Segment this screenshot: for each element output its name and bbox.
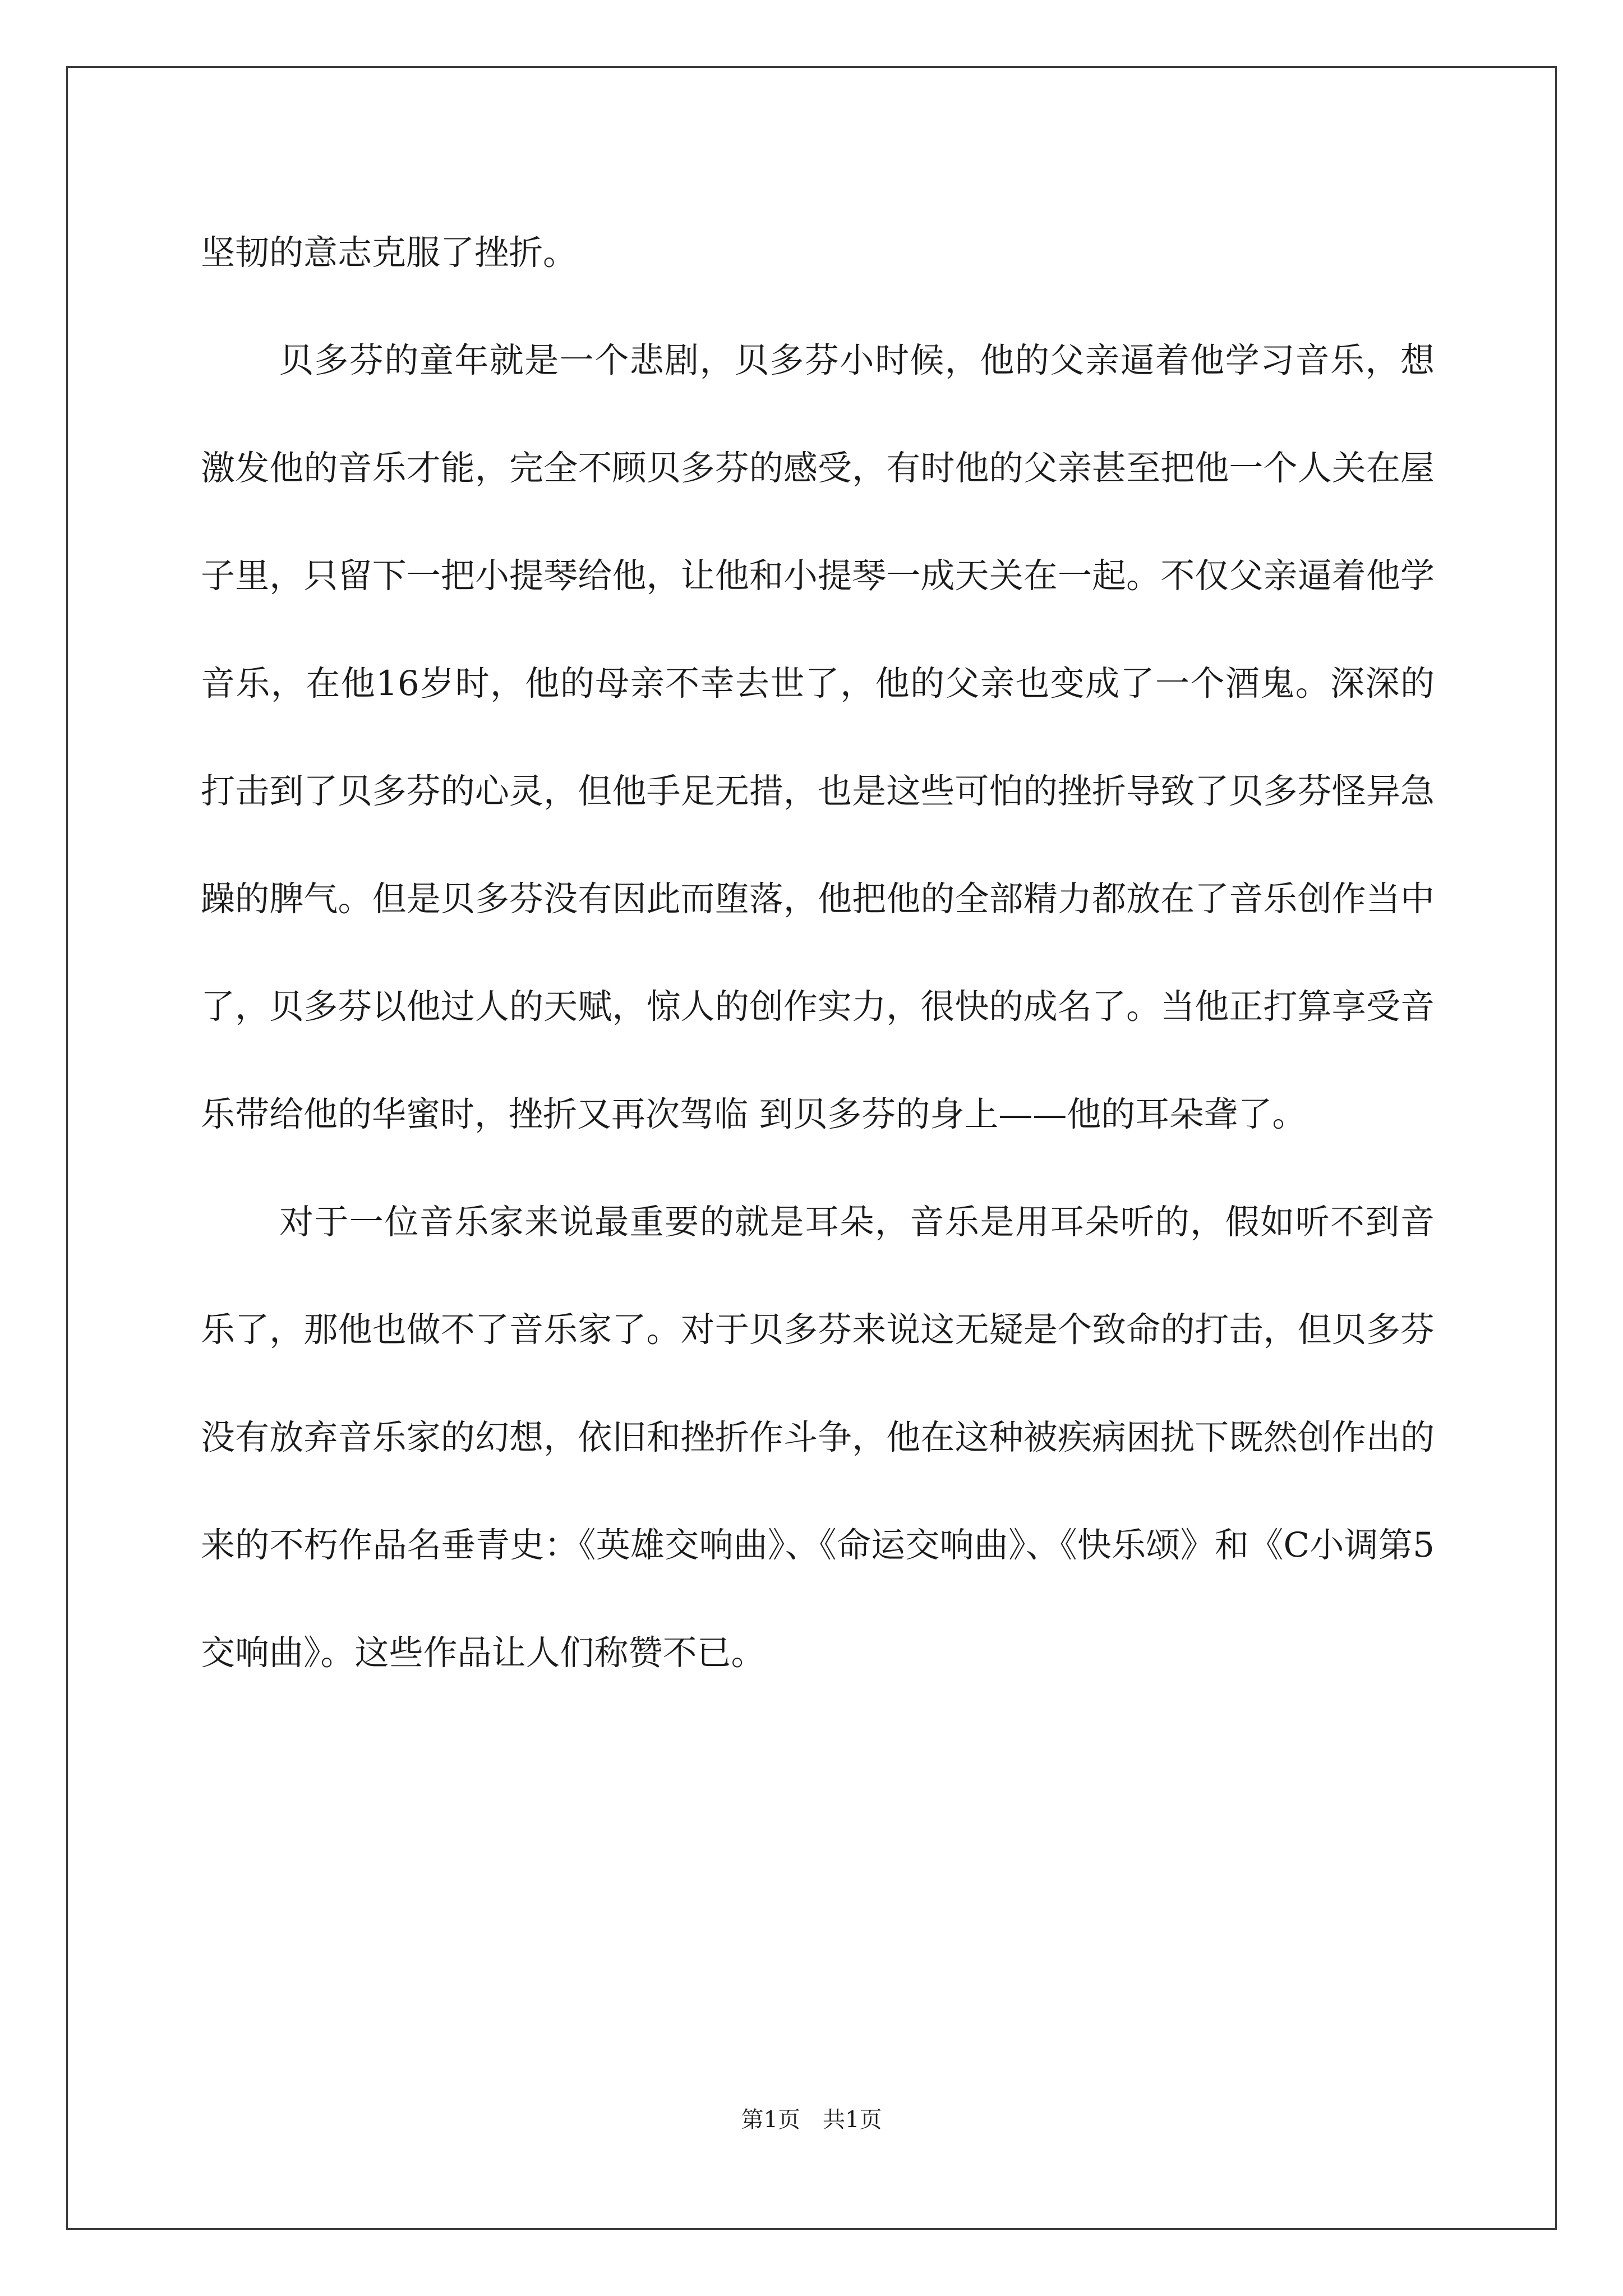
paragraph-1: 坚韧的意志克服了挫折。 (201, 233, 578, 273)
paragraph-2: 贝多芬的童年就是一个悲剧，贝多芬小时候，他的父亲逼着他学习音乐，想激发他的音乐才能，完全不顾贝多芬的感受，有时他的父亲甚至把他一个人关在屋子里，只留下一把小提琴给他，让他和小提琴一成天关在一起。不仅父亲逼着他学音乐，在他16岁时，他的母亲不幸去世了，他的父亲也变成了一个酒鬼。深深的打击到了贝多芬的心灵，但他手足无措，也是这些可怕的挫折导致了贝多芬怪异急躁的脾气。但是贝多芬没有因此而堕落，他把他的全部精力都放在了音乐创作当中了，贝多芬以他过人的天赋，惊人的创作实力，很快的成名了。当他正打算享受音乐带给他的华蜜时，挫折又再次驾临 到贝多芬的身上——他的耳朵聋了。 (201, 341, 1435, 1134)
page-number-footer: 第1页 共1页 (741, 2107, 882, 2133)
paragraph-3: 对于一位音乐家来说最重要的就是耳朵，音乐是用耳朵听的，假如听不到音乐了，那他也做不了音乐家了。对于贝多芬来说这无疑是个致命的打击，但贝多芬没有放弃音乐家的幻想，依旧和挫折作斗争，他在这种被疾病困扰下既然创作出的来的不朽作品名垂青史：《英雄交响曲》、《命运交响曲》、《快乐颂》和《C小调第5交响曲》。这些作品让人们称赞不已。 (201, 1202, 1435, 1673)
document-body (201, 199, 1435, 1707)
